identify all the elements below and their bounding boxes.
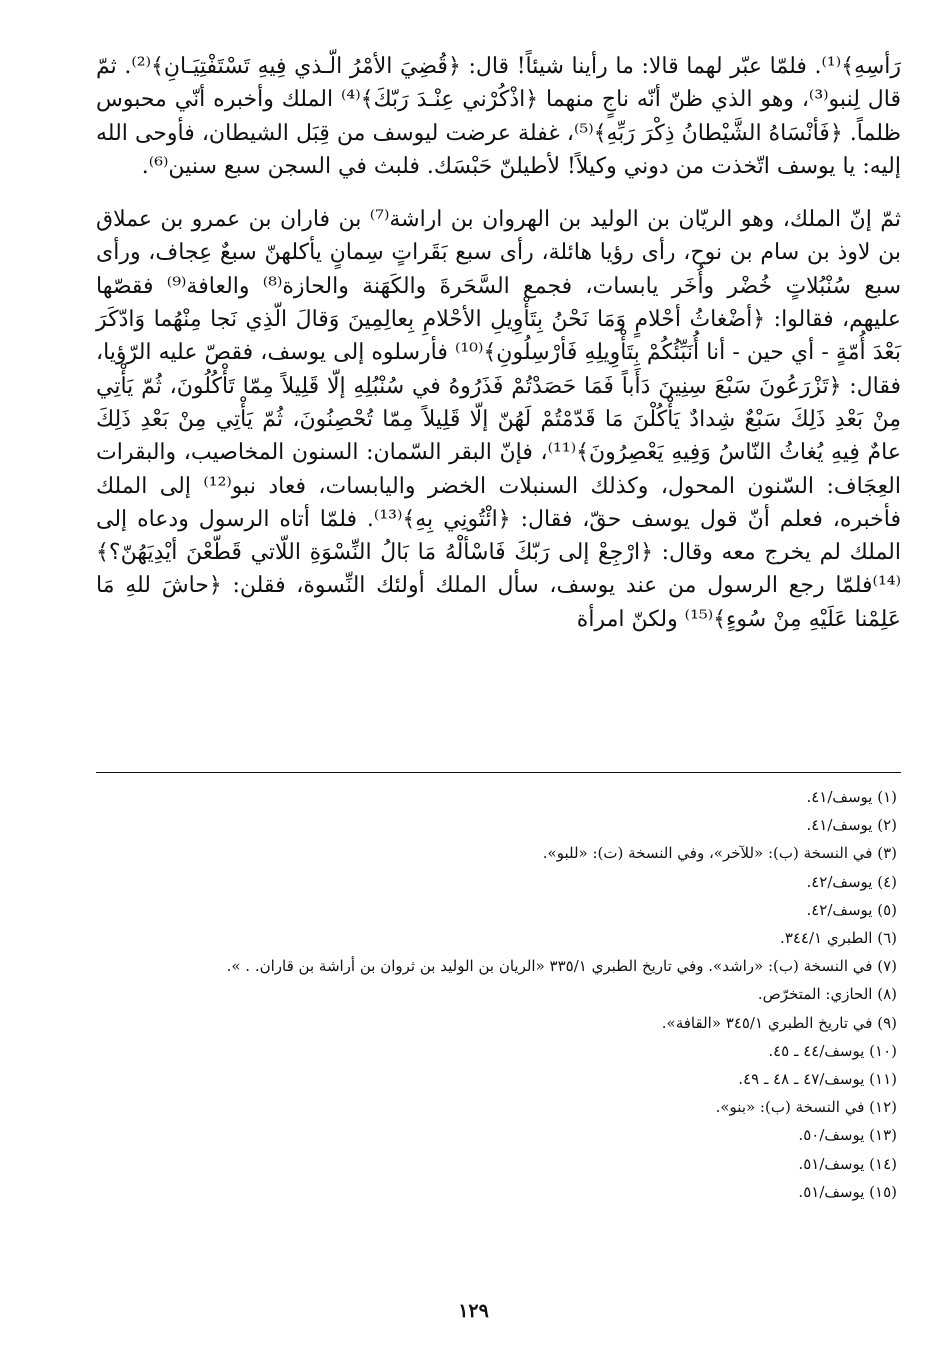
main-text — [96, 50, 901, 636]
footnote: (٨) الحازي: المتخرّص. — [757, 985, 897, 1004]
footnote: (١١) يوسف/٤٧ ـ ٤٨ ـ ٤٩. — [738, 1070, 897, 1089]
footnote: (١٢) في النسخة (ب): «بنو». — [715, 1098, 897, 1117]
footnote: (١٤) يوسف/٥١. — [798, 1154, 897, 1173]
footnote: (٦) الطبري ٣٤٤/١. — [780, 929, 897, 948]
footnote: (١٠) يوسف/٤٤ ـ ٤٥. — [768, 1041, 897, 1060]
footnote: (١٣) يوسف/٥٠. — [798, 1126, 897, 1145]
page-number: ١٢٩ — [458, 1300, 489, 1322]
footnote: (٥) يوسف/٤٢. — [806, 900, 897, 919]
footnote-separator — [96, 772, 901, 773]
footnote: (٩) في تاريخ الطبري ٣٤٥/١ «القافة». — [661, 1013, 897, 1032]
footnote: (٣) في النسخة (ب): «للآخر»، وفي النسخة (ت): «للبو». — [542, 844, 897, 863]
paragraph: رَأسِهِ﴾⁽¹⁾. فلمّا عبّر لهما قالا: ما رأينا شيئاً! قال: ﴿قُضِيَ الأمْرُ الّـذي فِيهِ تَسْتَفْتِيَـانِ﴾⁽²⁾. ثمّ قال لِنبو⁽³⁾، وهو الذي ظنّ أنّه ناجٍ منهما ﴿اذْكُرْني عِنْـدَ رَبّكَ﴾⁽⁴⁾ الملك وأخبره أنّي محبوس ظلماً. ﴿فَأنْسَاهُ الشَّيْطانُ ذِكْرَ رَبِّهِ﴾⁽⁵⁾، غفلة عرضت ليوسف من قِبَل الشيطان، فأوحى الله إليه: يا يوسف اتّخذت من دوني وكيلاً! لأطيلنّ حَبْسَك. فلبث في السجن سبع سنين⁽⁶⁾. — [96, 54, 901, 179]
footnotes-list — [96, 783, 897, 1206]
footnote: (١٥) يوسف/٥١. — [798, 1182, 897, 1201]
footnote: (٢) يوسف/٤١. — [806, 816, 897, 835]
footnote: (٧) في النسخة (ب): «راشد». وفي تاريخ الطبري ٣٣٥/١ «الريان بن الوليد بن ثروان بن أراشة بن قاران. . ». — [226, 957, 897, 976]
footnote: (١) يوسف/٤١. — [806, 788, 897, 806]
paragraph: ثمّ إنّ الملك، وهو الريّان بن الوليد بن الهروان بن اراشة⁽⁷⁾ بن فاران بن عمرو بن عملاق بن لاوذ بن سام بن نوح، رأى رؤيا هائلة، رأى سبع بَقَراتٍ سِمانٍ يأكلهنّ سبعٌ عِجاف، ورأى سبع سُنْبُلاتٍ خُضْر وأُخَر يابسات، فجمع السَّحَرةَ والكَهَنة والحازة⁽⁸⁾ والعافة⁽⁹⁾ فقصّها عليهم، فقالوا: ﴿أضْغاثُ أحْلامٍ وَمَا نَحْنُ بِتَأْوِيلِ الأحْلامِ بِعالِمِينَ وَقالَ الّذِي نَجا مِنْهُما وَادّكَرَ بَعْدَ أُمّةٍ - أي حين - أنا أُنَبِّئُكُمْ بِتَأْوِيلِهِ فَأرْسِلُونِ﴾⁽¹⁰⁾ فأرسلوه إلى يوسف، فقصّ عليه الرّؤيا، فقال: ﴿تَزْرَعُونَ سَبْعَ سِنِينَ دَأَباً فَمَا حَصَدْتُمْ فَذَرُوهُ في سُنْبُلِهِ إلّا قَلِيلاً مِمّا تَأْكُلُونَ، ثُمّ يَأْتِي مِنْ بَعْدِ ذَلِكَ سَبْعٌ شِدادٌ يَأْكُلْنَ مَا قَدّمْتُمْ لَهُنّ إلّا قَلِيلاً مِمّا تُحْصِنُونَ، ثُمّ يَأْتِي مِنْ بَعْدِ ذَلِكَ عامٌ فِيهِ يُغاثُ النّاسُ وَفِيهِ يَعْصِرُونَ﴾⁽¹¹⁾، فإنّ البقر السّمان: السنون المخاصيب، والبقرات العِجَاف: السّنون المحول، وكذلك السنبلات الخضر واليابسات، فعاد نبو⁽¹²⁾ إلى الملك فأخبره، فعلم أنّ قول يوسف حقّ، فقال: ﴿ائْتُونِي بِهِ﴾⁽¹³⁾. فلمّا أتاه الرسول ودعاه إلى الملك لم يخرج معه وقال: ﴿ارْجِعْ إلى رَبّكَ فَاسْألْهُ مَا بَالُ النِّسْوَةِ اللّاتي قَطّعْنَ أيْدِيَهُنّ؟﴾⁽¹⁴⁾فلمّا رجع الرسول من عند يوسف، سأل الملك أولئك النِّسوة، فقلن: ﴿حاشَ للهِ مَا عَلِمْنا عَلَيْهِ مِنْ سُوءٍ﴾⁽¹⁵⁾ ولكنّ امرأة — [96, 207, 902, 632]
footnote: (٤) يوسف/٤٢. — [806, 872, 897, 891]
